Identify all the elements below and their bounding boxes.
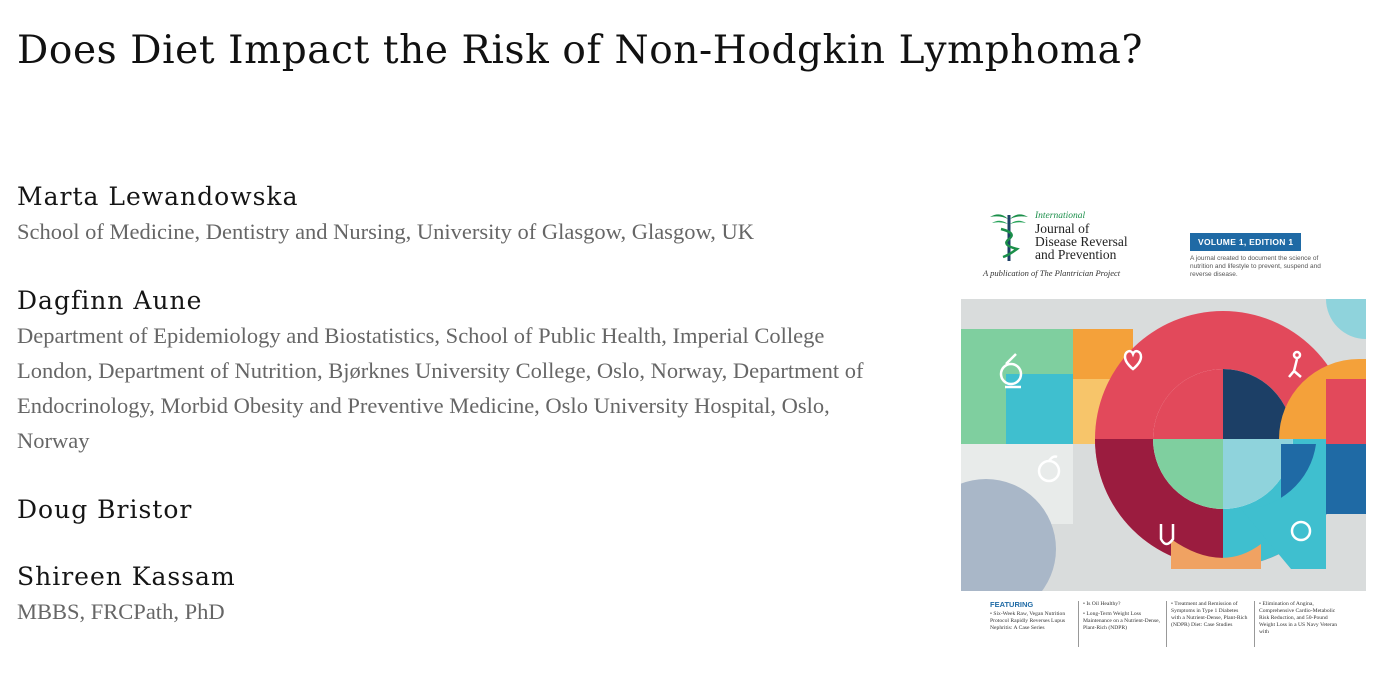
featuring-section [990,601,1360,649]
volume-badge: VOLUME 1, EDITION 1 [1190,233,1301,251]
author-name: Dagfinn Aune [17,286,203,315]
author-entry [17,493,192,527]
author-entry [17,560,236,629]
featuring-label: FEATURING [990,600,1034,609]
caduceus-logo-icon [988,209,1030,263]
featuring-item: • Long-Term Weight Loss Maintenance on a Nutrient-Dense, Plant-Rich (NDPR) [1083,611,1161,631]
featuring-item: • Six-Week Raw, Vegan Nutrition Protocol Rapidly Reverses Lupus Nephritis: A Case Series [990,611,1066,631]
author-affiliation: School of Medicine, Dentistry and Nursing, University of Glasgow, Glasgow, UK [17,219,754,244]
featuring-item: • Treatment and Remission of Symptoms in Type 1 Diabetes with a Nutrient-Dense, Plant-Rich (NDPR) Diet: Case Studies [1171,601,1248,628]
journal-publisher: A publication of The Plantrician Project [983,268,1121,278]
cover-masthead [960,203,1367,295]
author-name: Marta Lewandowska [17,182,299,211]
featuring-column [1078,601,1161,647]
author-name: Doug Bristor [17,495,193,524]
author-name: Shireen Kassam [17,562,236,591]
featuring-item: • Is Oil Healthy? [1083,601,1121,607]
journal-cover[interactable] [960,203,1367,649]
author-affiliation: MBBS, FRCPath, PhD [17,599,225,624]
featuring-column [1254,601,1339,647]
page-title: Does Diet Impact the Risk of Non-Hodgkin Lymphoma? [17,28,1143,73]
author-affiliation: Department of Epidemiology and Biostatistics, School of Public Health, Imperial College London, Department of Nutrition, Bjørknes University College, Oslo, Norway, Department of Endocrinology, Morbid Obesity and Preventive Medicine, Oslo University Hospital, Oslo, Norway [17,323,864,453]
featuring-column [990,601,1068,647]
journal-name: Journal of Disease Reversal and Prevention [1035,221,1128,262]
cover-artwork [961,299,1366,591]
author-entry [17,284,867,458]
author-entry [17,180,754,249]
featuring-item: • Elimination of Angina, Comprehensive Cardio-Metabolic Risk Reduction, and 50-Pound Weight Loss in a US Navy Veteran with [1259,601,1338,635]
featuring-column [1166,601,1249,647]
volume-description: A journal created to document the science of nutrition and lifestyle to prevent, suspend and reverse disease. [1190,255,1321,278]
journal-prefix: International [1035,211,1086,221]
